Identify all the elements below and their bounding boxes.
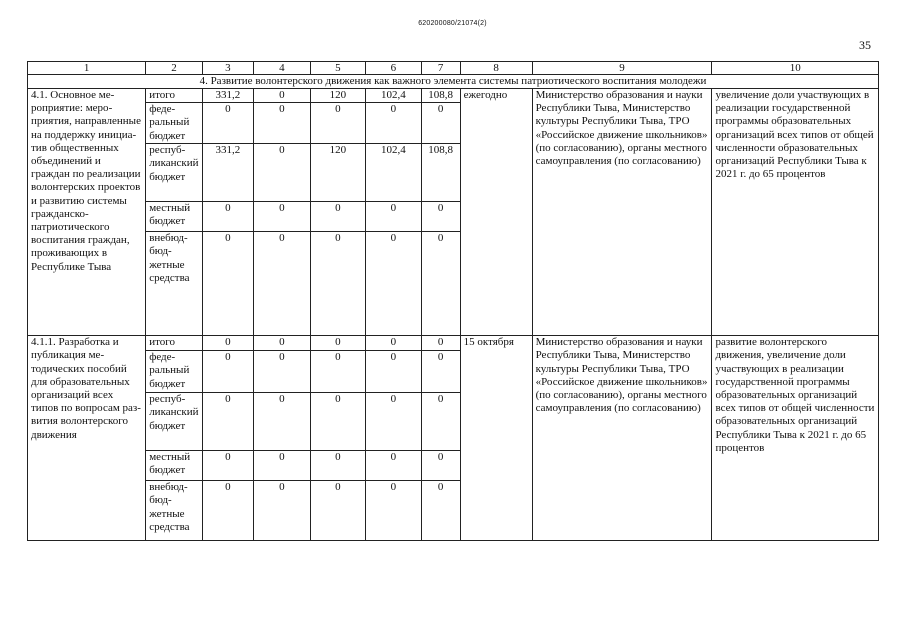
column-header: 1 xyxy=(28,62,146,75)
value-cell: 120 xyxy=(310,89,366,103)
value-cell: 0 xyxy=(310,481,366,541)
column-header: 6 xyxy=(366,62,422,75)
value-cell: 0 xyxy=(366,451,422,481)
value-cell: 108,8 xyxy=(421,144,460,202)
column-header: 8 xyxy=(460,62,532,75)
funding-source: республиканский бюджет xyxy=(146,393,203,451)
executors-cell: Министерство образования и науки Республики Тыва, Министерство культуры Республики Тыва, ТРО «Российское движение школьников» (по согласованию), органы местного самоуправления (по согласованию) xyxy=(532,89,712,336)
result-cell: увеличение доли участвующих в реализации государственной программы образовательных организаций всех типов от общей численности образовательных организаций Республики Тыва к 2021 г. до 65 процентов xyxy=(712,89,879,336)
value-cell: 0 xyxy=(421,336,460,351)
funding-source: внебюдбюджетные средства xyxy=(146,481,203,541)
value-cell: 0 xyxy=(254,103,311,144)
value-cell: 0 xyxy=(202,451,253,481)
column-header: 3 xyxy=(202,62,253,75)
activity-cell: 4.1.1. Разработка и публикация методических пособий для образовательных организаций всех типов по вопросам развития волонтерского движения xyxy=(28,336,146,541)
value-cell: 0 xyxy=(421,232,460,336)
activity-cell: 4.1. Основное мероприятие: мероприятия, направленные на поддержку инициатив общественных объединений и граждан по реализации волонтерских проектов и развитию системы гражданско-патриотического воспитания граждан, проживающих в Республике Тыва xyxy=(28,89,146,336)
deadline-cell: 15 октября xyxy=(460,336,532,541)
value-cell: 0 xyxy=(254,393,311,451)
executors-cell: Министерство образования и науки Республики Тыва, Министерство культуры Республики Тыва, ТРО «Российское движение школьников» (по согласованию), органы местного самоуправления (по согласованию) xyxy=(532,336,712,541)
value-cell: 0 xyxy=(366,393,422,451)
funding-source: федеральный бюджет xyxy=(146,103,203,144)
page-number: 35 xyxy=(859,38,871,52)
value-cell: 0 xyxy=(310,336,366,351)
value-cell: 0 xyxy=(202,393,253,451)
value-cell: 0 xyxy=(310,393,366,451)
value-cell: 0 xyxy=(310,202,366,232)
column-header: 2 xyxy=(146,62,203,75)
value-cell: 102,4 xyxy=(366,89,422,103)
value-cell: 0 xyxy=(254,451,311,481)
value-cell: 0 xyxy=(202,351,253,393)
table-row xyxy=(28,336,879,351)
value-cell: 0 xyxy=(366,103,422,144)
value-cell: 120 xyxy=(310,144,366,202)
value-cell: 0 xyxy=(254,89,311,103)
document-id: 620200080/21074(2) xyxy=(418,20,487,27)
value-cell: 331,2 xyxy=(202,144,253,202)
funding-source: итого xyxy=(146,336,203,351)
value-cell: 102,4 xyxy=(366,144,422,202)
column-header: 10 xyxy=(712,62,879,75)
value-cell: 0 xyxy=(421,103,460,144)
deadline-cell: ежегодно xyxy=(460,89,532,336)
value-cell: 0 xyxy=(202,202,253,232)
value-cell: 0 xyxy=(310,451,366,481)
funding-source: федеральный бюджет xyxy=(146,351,203,393)
value-cell: 0 xyxy=(202,481,253,541)
section-title-row xyxy=(28,75,879,89)
value-cell: 0 xyxy=(421,351,460,393)
value-cell: 0 xyxy=(310,232,366,336)
value-cell: 0 xyxy=(366,351,422,393)
section-title: 4. Развитие волонтерского движения как важного элемента системы патриотического воспитания молодежи xyxy=(28,75,879,89)
value-cell: 0 xyxy=(421,202,460,232)
funding-source: итого xyxy=(146,89,203,103)
value-cell: 0 xyxy=(202,232,253,336)
column-header: 9 xyxy=(532,62,712,75)
value-cell: 0 xyxy=(202,103,253,144)
value-cell: 0 xyxy=(254,351,311,393)
value-cell: 0 xyxy=(421,393,460,451)
column-header: 5 xyxy=(310,62,366,75)
value-cell: 331,2 xyxy=(202,89,253,103)
value-cell: 108,8 xyxy=(421,89,460,103)
funding-source: местный бюджет xyxy=(146,202,203,232)
table-row xyxy=(28,89,879,103)
funding-source: внебюдбюджетные средства xyxy=(146,232,203,336)
value-cell: 0 xyxy=(254,232,311,336)
funding-source: республиканский бюджет xyxy=(146,144,203,202)
value-cell: 0 xyxy=(254,336,311,351)
column-header-row xyxy=(28,62,879,75)
program-table xyxy=(27,61,879,541)
funding-source: местный бюджет xyxy=(146,451,203,481)
value-cell: 0 xyxy=(366,232,422,336)
value-cell: 0 xyxy=(366,336,422,351)
value-cell: 0 xyxy=(421,481,460,541)
value-cell: 0 xyxy=(310,103,366,144)
value-cell: 0 xyxy=(202,336,253,351)
column-header: 4 xyxy=(254,62,311,75)
value-cell: 0 xyxy=(310,351,366,393)
value-cell: 0 xyxy=(366,481,422,541)
value-cell: 0 xyxy=(254,202,311,232)
value-cell: 0 xyxy=(421,451,460,481)
column-header: 7 xyxy=(421,62,460,75)
value-cell: 0 xyxy=(254,144,311,202)
value-cell: 0 xyxy=(254,481,311,541)
result-cell: развитие волонтерского движения, увеличение доли участвующих в реализации государственной программы образовательных организаций всех типов от общей численности образовательных организаций Республики Тыва к 2021 г. до 65 процентов xyxy=(712,336,879,541)
value-cell: 0 xyxy=(366,202,422,232)
